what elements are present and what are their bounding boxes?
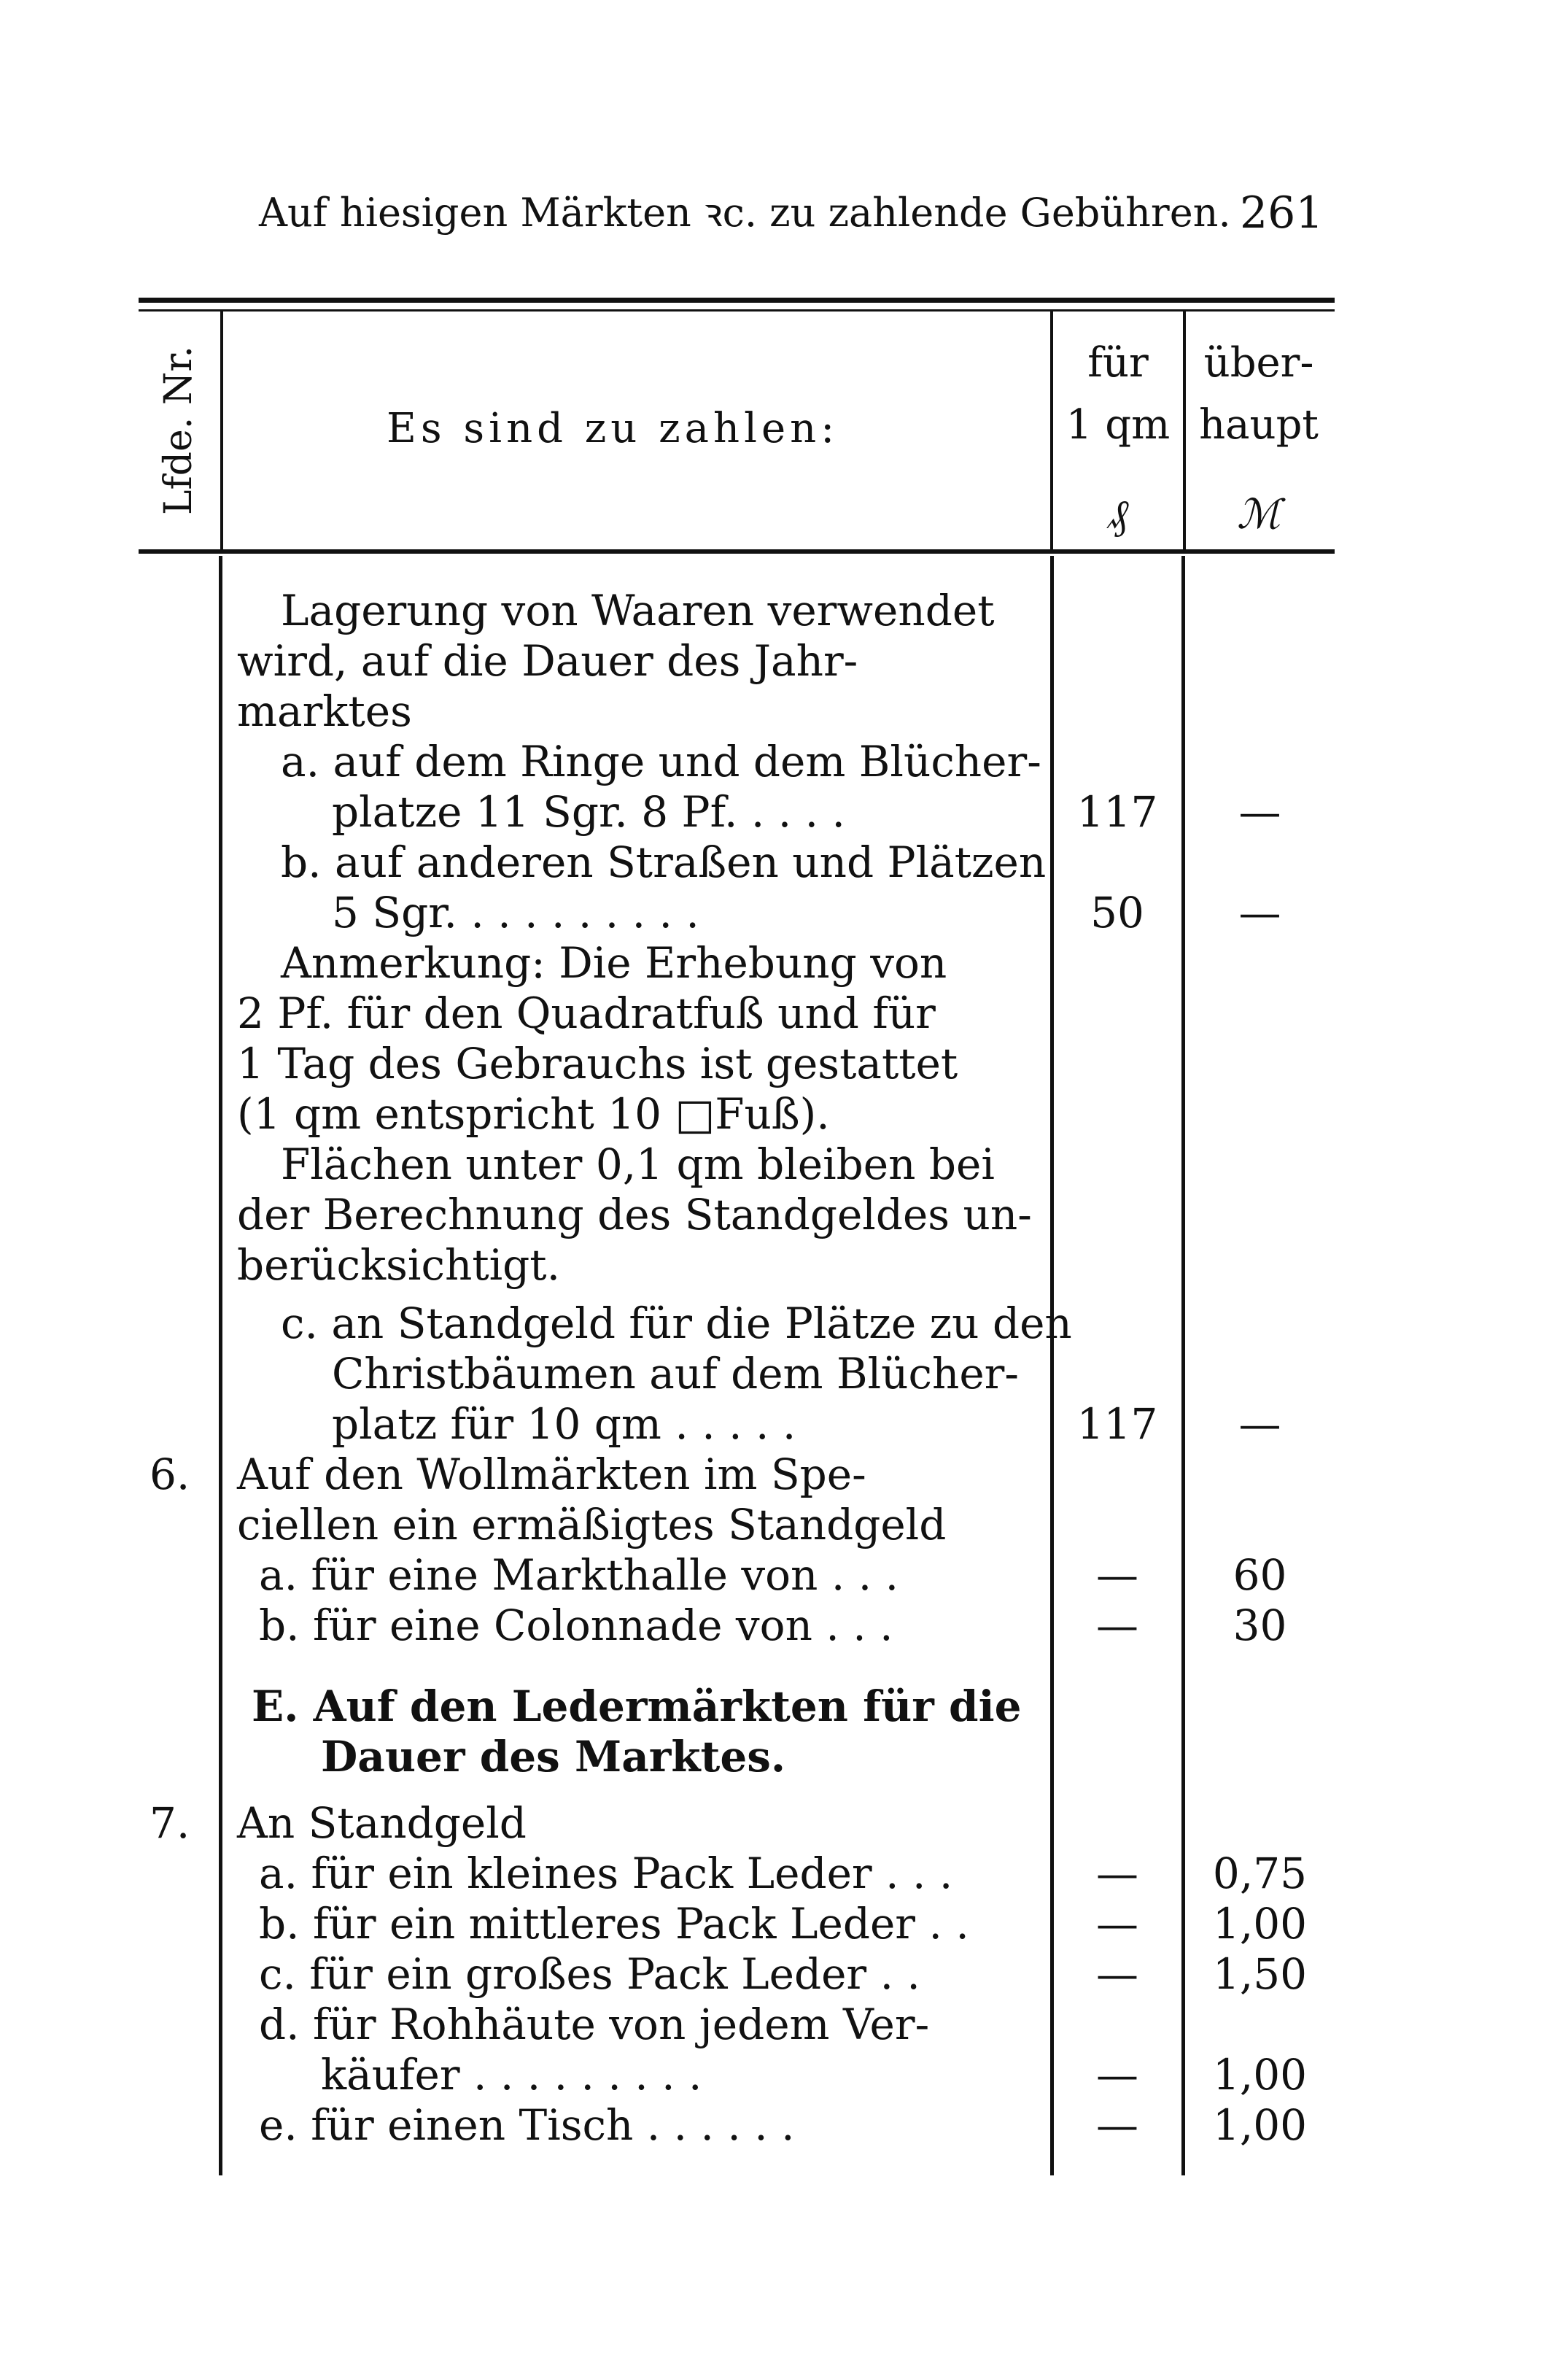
text-line: An Standgeld (237, 1798, 527, 1848)
text-line: berücksichtigt. (237, 1240, 561, 1290)
header-sep-1 (220, 312, 223, 549)
text-line: a. auf dem Ringe und dem Blücher- (281, 737, 1041, 786)
text-line: b. für eine Colonnade von . . . (259, 1601, 893, 1650)
text-line: c. für ein großes Pack Leder . . (259, 1949, 920, 1999)
header-top-rule-thick (139, 298, 1335, 303)
value-total: 1,00 (1212, 2100, 1308, 2150)
value-per-qm: — (1096, 2100, 1138, 2150)
value-per-qm: — (1096, 1949, 1138, 1999)
page-number: 261 (1240, 187, 1324, 239)
text-line: Lagerung von Waaren verwendet (281, 586, 995, 635)
text-line: 5 Sgr. . . . . . . . . . (332, 888, 699, 937)
value-per-qm: — (1096, 1849, 1138, 1898)
section-heading: Dauer des Marktes. (321, 1732, 786, 1781)
text-line: ciellen ein ermäßigtes Standgeld (237, 1500, 947, 1549)
text-line: Christbäumen auf dem Blücher- (332, 1349, 1019, 1398)
text-line: wird, auf die Dauer des Jahr- (237, 636, 858, 686)
header-col-total-line2: haupt (1199, 401, 1319, 449)
value-total: 1,00 (1212, 2050, 1308, 2100)
value-per-qm: — (1096, 1899, 1138, 1949)
text-line: platz für 10 qm . . . . . (332, 1399, 796, 1449)
text-line: der Berechnung des Standgeldes un- (237, 1190, 1032, 1239)
value-per-qm: — (1096, 1601, 1138, 1650)
value-per-qm: — (1096, 2050, 1138, 2100)
text-line: Anmerkung: Die Erhebung von (281, 938, 947, 988)
header-col-nr: Lfde. Nr. (157, 345, 201, 516)
row-number: 7. (150, 1798, 190, 1848)
text-line: Auf den Wollmärkten im Spe- (237, 1450, 866, 1499)
text-line: e. für einen Tisch . . . . . . (259, 2100, 795, 2150)
row-number: 6. (150, 1450, 190, 1499)
value-total: — (1238, 888, 1281, 937)
text-line: b. für ein mittleres Pack Leder . . (259, 1899, 969, 1949)
header-bottom-rule (139, 549, 1335, 554)
value-per-qm: 50 (1090, 888, 1144, 937)
text-line: käufer . . . . . . . . . (321, 2050, 702, 2100)
text-line: (1 qm entspricht 10 □Fuß). (237, 1089, 830, 1139)
value-total: — (1238, 787, 1281, 837)
text-line: d. für Rohhäute von jedem Ver- (259, 2000, 930, 2049)
text-line: marktes (237, 686, 412, 736)
text-line: Flächen unter 0,1 qm bleiben bei (281, 1139, 995, 1189)
value-per-qm: 117 (1076, 787, 1158, 837)
text-line: platze 11 Sgr. 8 Pf. . . . . (332, 787, 845, 837)
text-line: 2 Pf. für den Quadratfuß und für (237, 988, 936, 1038)
text-line: a. für eine Markthalle von . . . (259, 1550, 899, 1600)
text-line: c. an Standgeld für die Plätze zu den (281, 1299, 1072, 1348)
header-col-qm-unit: ₰ (1108, 491, 1128, 538)
header-col-qm-line2: 1 qm (1066, 401, 1171, 449)
header-top-rule-thin (139, 309, 1335, 312)
value-per-qm: — (1096, 1550, 1138, 1600)
section-heading: E. Auf den Ledermärkten für die (252, 1682, 1022, 1731)
header-col-total-unit: ℳ (1237, 491, 1281, 538)
text-line: a. für ein kleines Pack Leder . . . (259, 1849, 953, 1898)
header-col-qm-line1: für (1087, 339, 1149, 387)
header-col-total-line1: über- (1203, 339, 1314, 387)
value-total: — (1238, 1399, 1281, 1449)
value-total: 0,75 (1212, 1849, 1308, 1898)
running-head-title: Auf hiesigen Märkten ꝛc. zu zahlende Gebühren. (259, 190, 1231, 236)
body-sep-1 (219, 556, 222, 2175)
value-per-qm: 117 (1076, 1399, 1158, 1449)
value-total: 60 (1233, 1550, 1287, 1600)
value-total: 1,00 (1212, 1899, 1308, 1949)
text-line: b. auf anderen Straßen und Plätzen (281, 837, 1047, 887)
header-col-text: Es sind zu zahlen: (387, 405, 839, 452)
text-line: 1 Tag des Gebrauchs ist gestattet (237, 1039, 958, 1088)
value-total: 30 (1233, 1601, 1287, 1650)
value-total: 1,50 (1212, 1949, 1308, 1999)
